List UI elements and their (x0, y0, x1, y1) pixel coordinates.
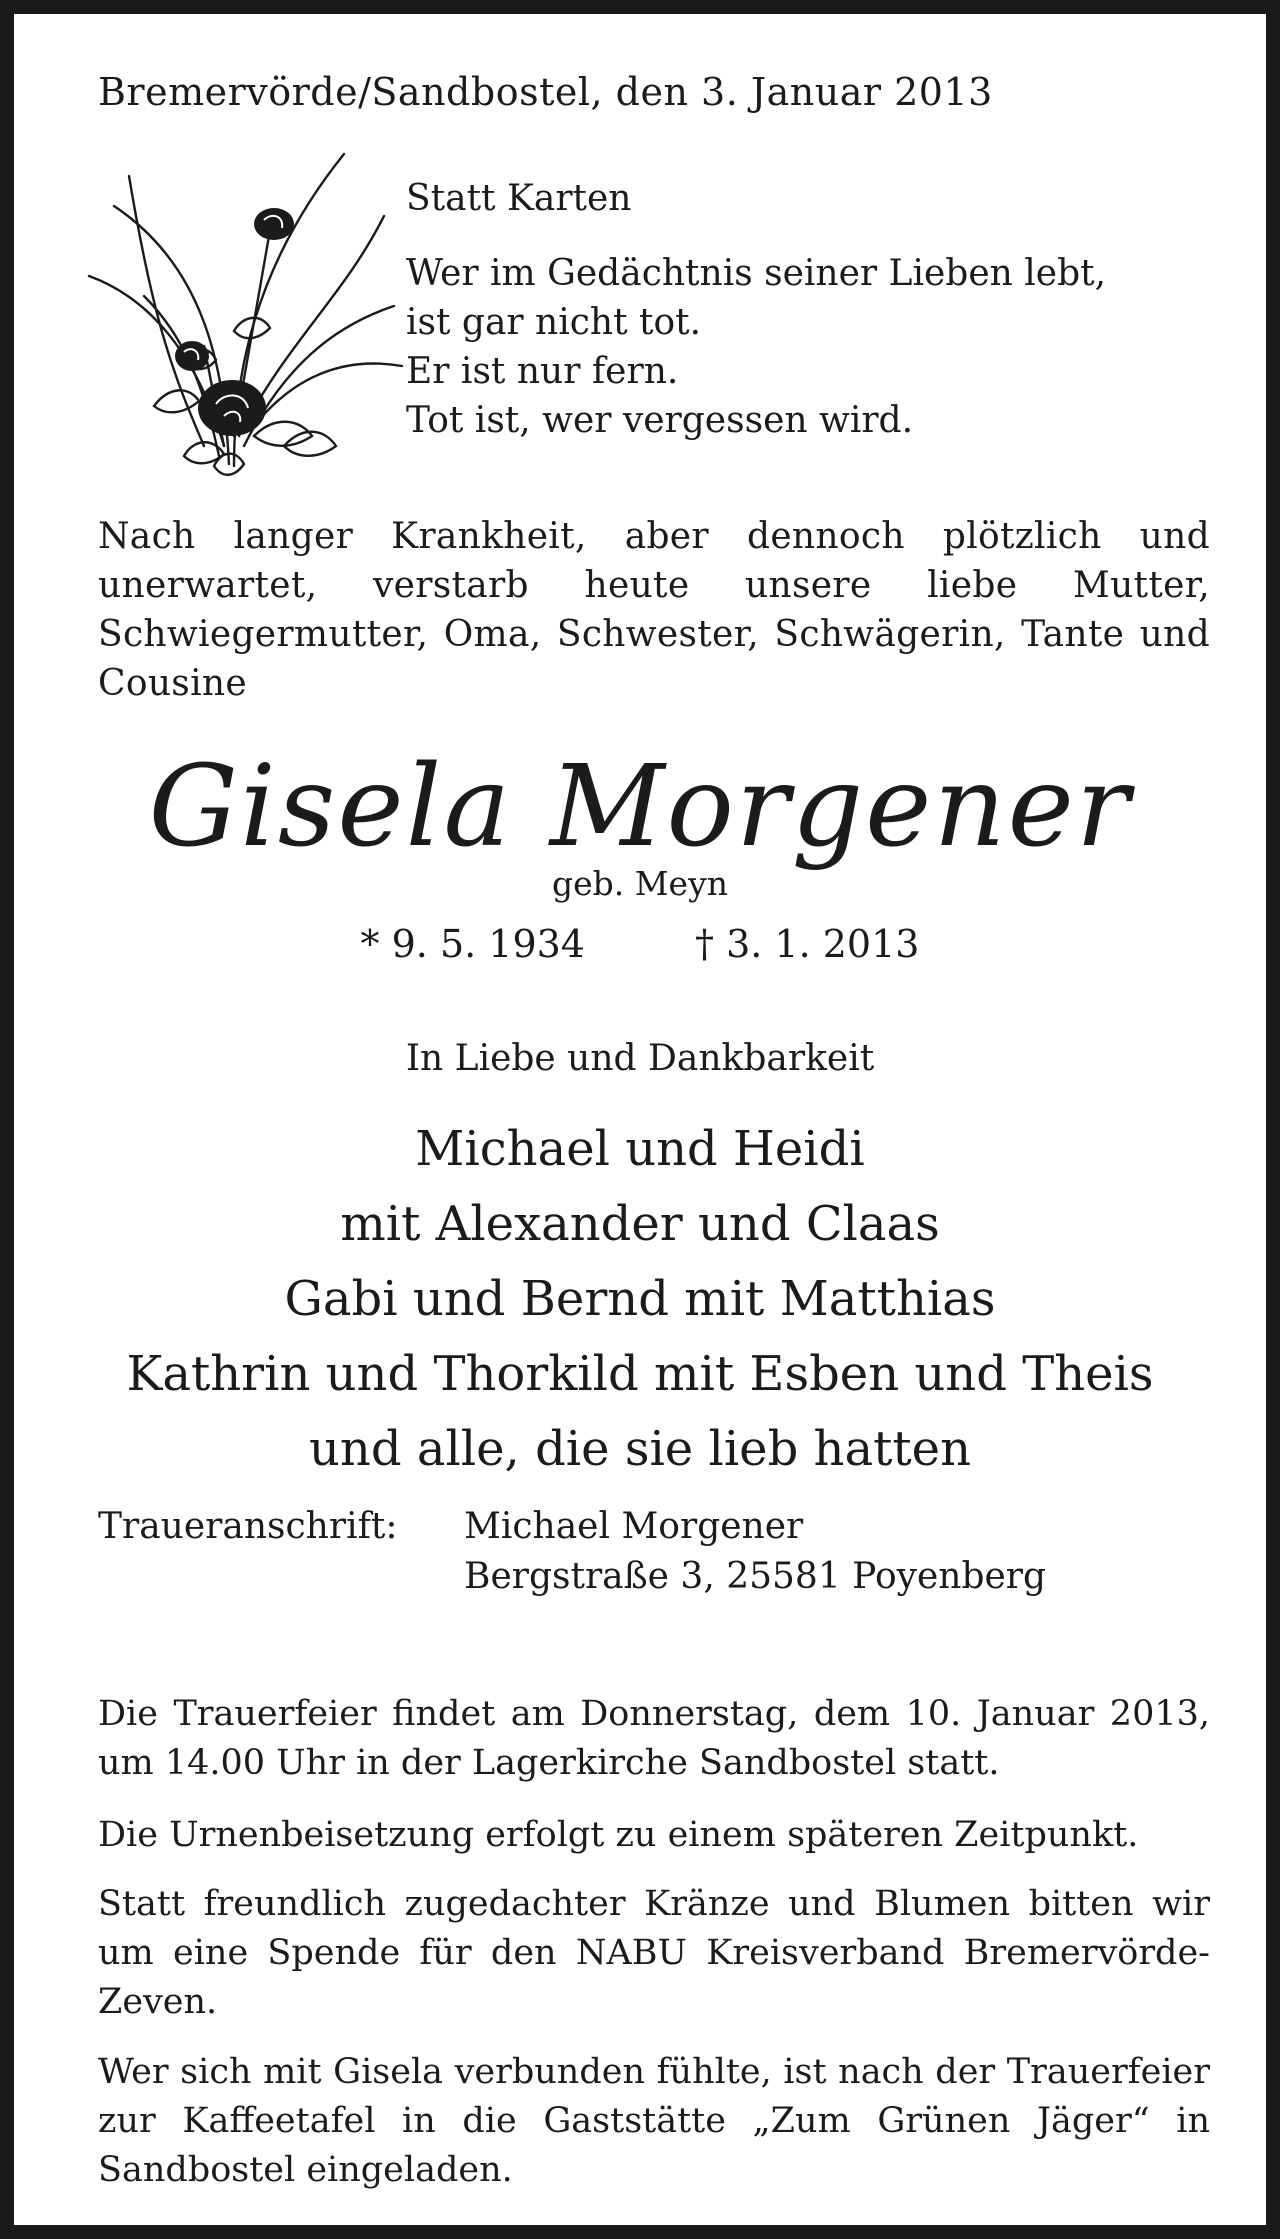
place-date: Bremervörde/Sandbostel, den 3. Januar 2013 (98, 70, 993, 114)
death-announcement: Nach langer Krankheit, aber dennoch plötzlich und unerwartet, verstarb heute unsere liebe Mutter, Schwiegermutter, Oma, Schwester, Schwägerin, Tante und Cousine (98, 516, 1210, 704)
poem-line: Tot ist, wer vergessen wird. (406, 400, 914, 441)
rose-bouquet-icon (84, 146, 404, 486)
poem-line: ist gar nicht tot. (406, 302, 702, 343)
reception-notice: Wer sich mit Gisela verbunden fühlte, ist nach der Trauerfeier zur Kaffeetafel in die Gaststätte „Zum Grünen Jäger“ in Sandbostel eingeladen. (98, 2052, 1210, 2190)
poem-intro: Statt Karten (406, 178, 632, 219)
donation-notice: Statt freundlich zugedachter Kränze und Blumen bitten wir um eine Spende für den NABU Kreisverband Bremervörde-Zeven. (98, 1884, 1210, 2022)
poem-line: Wer im Gedächtnis seiner Lieben lebt, (406, 253, 1107, 294)
address-street: Bergstraße 3, 25581 Poyenberg (464, 1556, 1047, 1597)
memorial-poem (406, 174, 1106, 445)
mourner-line: und alle, die sie lieb hatten (309, 1421, 971, 1477)
poem-line: Er ist nur fern. (406, 351, 679, 392)
death-date: † 3. 1. 2013 (695, 922, 920, 966)
condolence-address (98, 1502, 1046, 1602)
deceased-name: Gisela Morgener (148, 742, 1132, 872)
mourners-list (14, 1112, 1266, 1487)
mourners-intro: In Liebe und Dankbarkeit (405, 1038, 875, 1079)
urn-notice: Die Urnenbeisetzung erfolgt zu einem späteren Zeitpunkt. (98, 1815, 1139, 1855)
mourner-line: Michael und Heidi (415, 1121, 865, 1177)
birth-date: * 9. 5. 1934 (360, 922, 585, 966)
maiden-name: geb. Meyn (552, 864, 728, 903)
mourner-line: mit Alexander und Claas (340, 1196, 940, 1252)
address-label: Traueranschrift: (98, 1506, 398, 1547)
life-dates (14, 922, 1266, 966)
mourner-line: Gabi und Bernd mit Matthias (284, 1271, 996, 1327)
mourner-line: Kathrin und Thorkild mit Esben und Theis (126, 1346, 1154, 1402)
funeral-notice: Die Trauerfeier findet am Donnerstag, dem 10. Januar 2013, um 14.00 Uhr in der Lagerkirche Sandbostel statt. (98, 1694, 1210, 1783)
address-name: Michael Morgener (464, 1506, 804, 1547)
